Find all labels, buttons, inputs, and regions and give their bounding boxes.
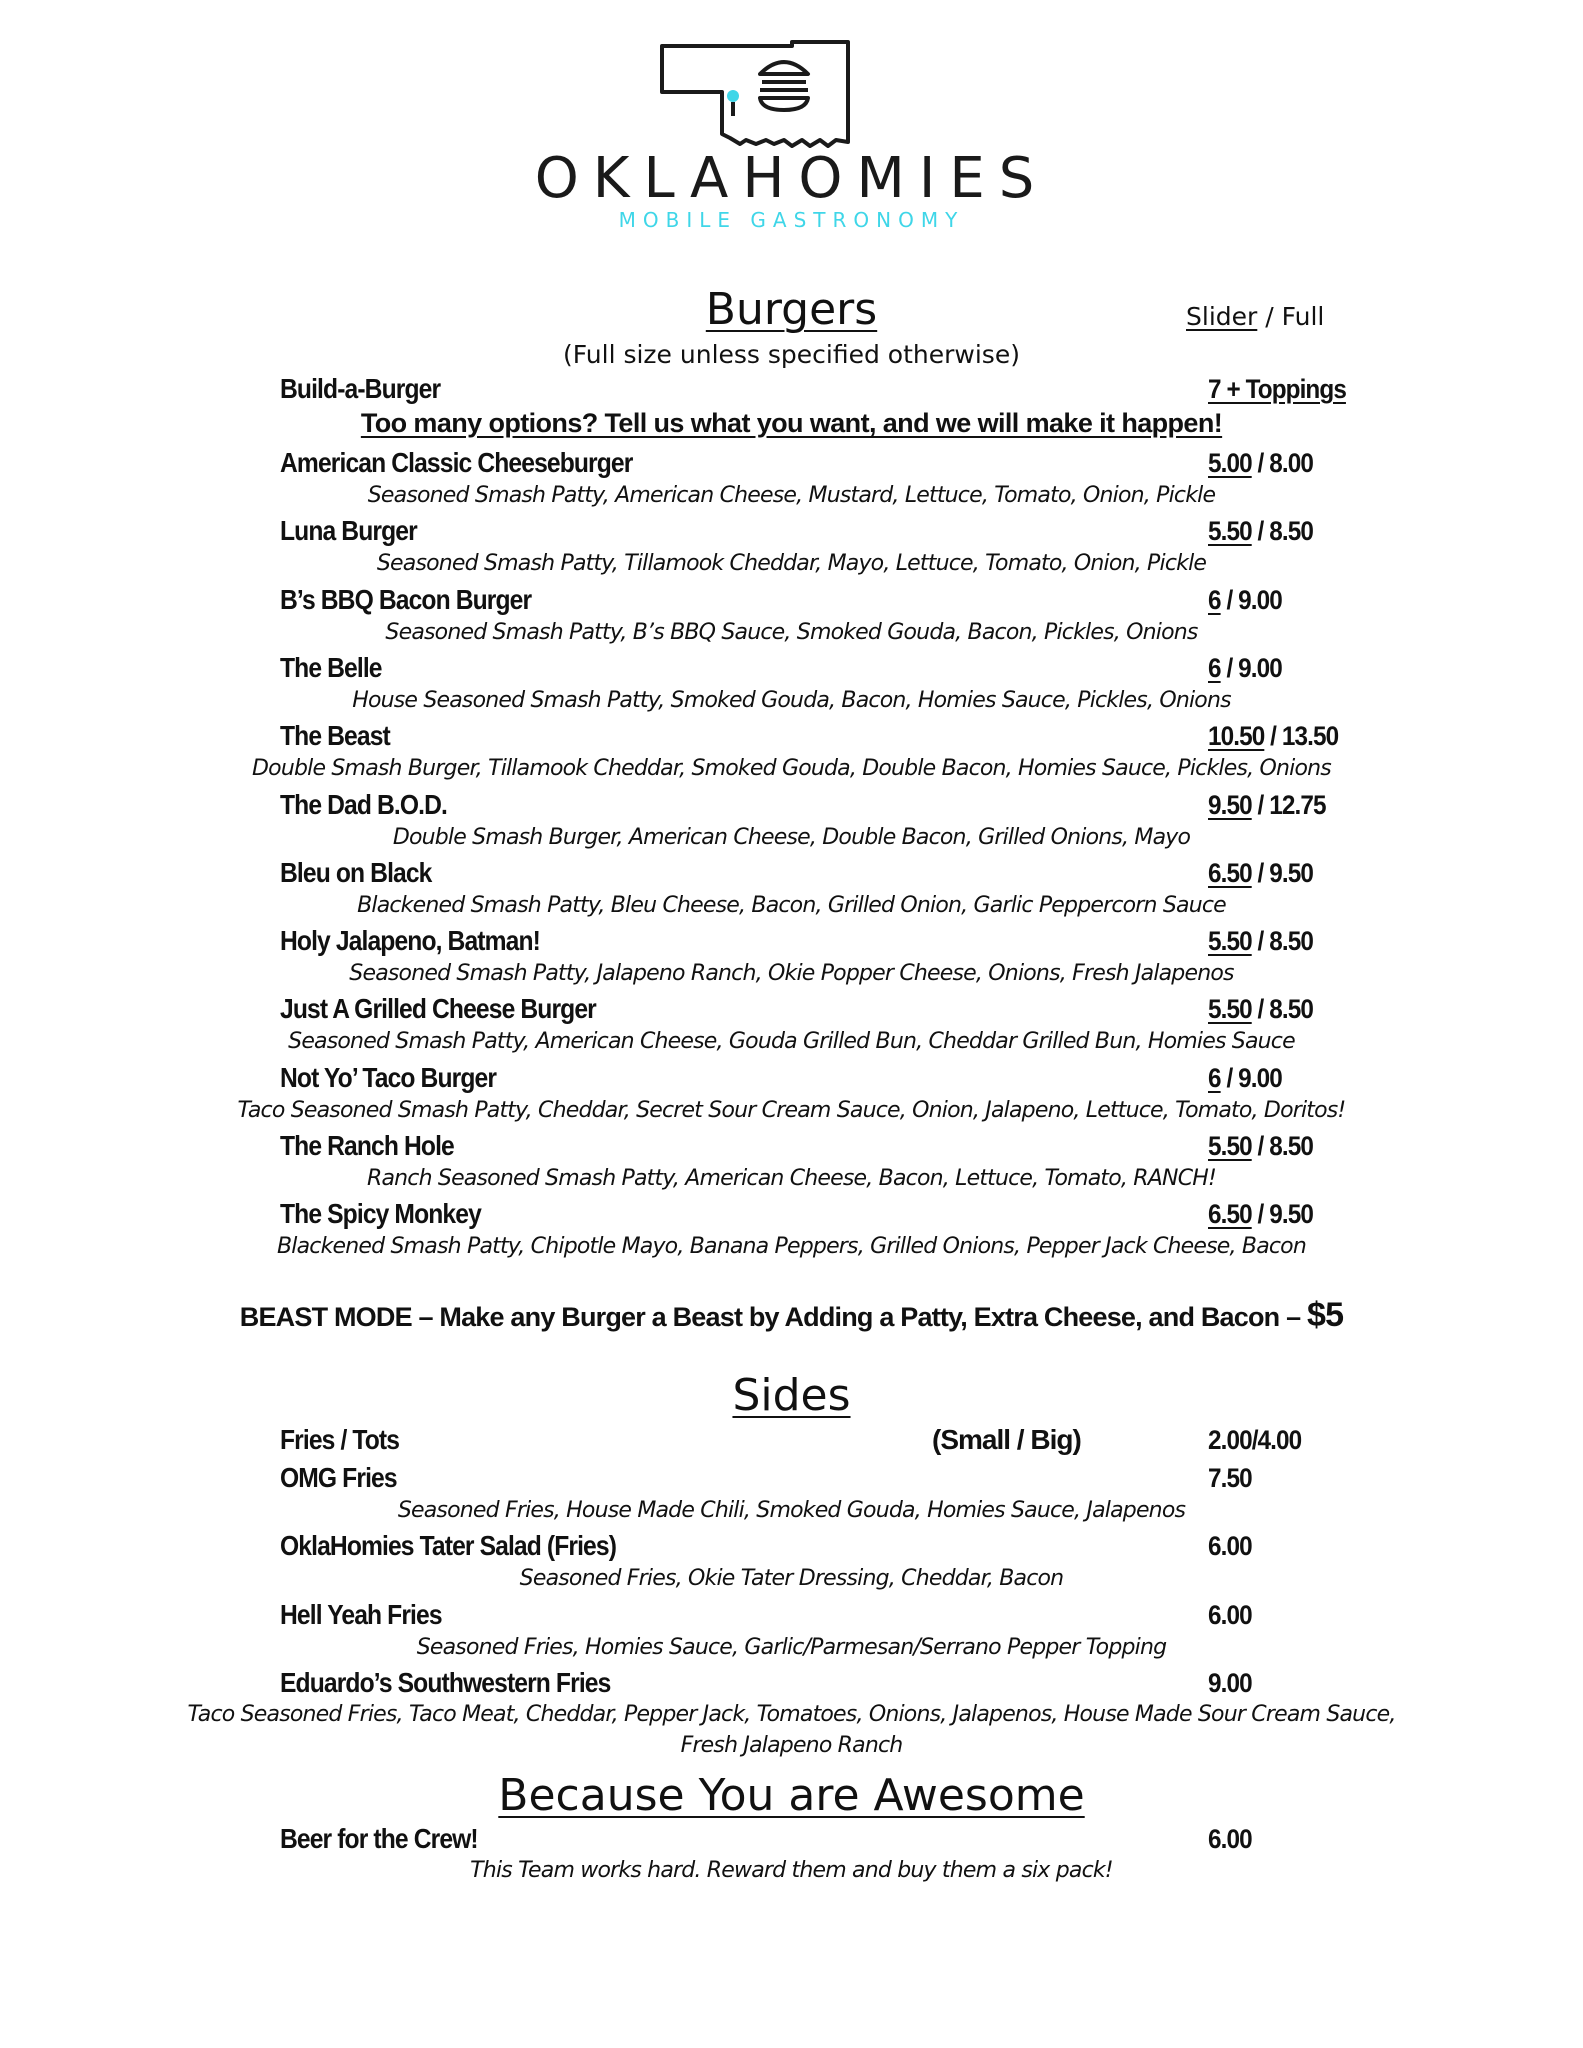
burger-item-description: House Seasoned Smash Patty, Smoked Gouda, Bacon, Homies Sauce, Pickles, Onions (352, 688, 1231, 713)
slider-price: 5.00 (1208, 448, 1252, 478)
fries-tots-size-label: (Small / Big) (932, 1424, 1081, 1455)
side-item-description: Seasoned Fries, Homies Sauce, Garlic/Parmesan/Serrano Pepper Topping (416, 1635, 1167, 1660)
full-price: / 8.50 (1251, 516, 1313, 546)
burger-item-description: Seasoned Smash Patty, B’s BBQ Sauce, Smoked Gouda, Bacon, Pickles, Onions (385, 620, 1198, 645)
burger-item-description: Ranch Seasoned Smash Patty, American Cheese, Bacon, Lettuce, Tomato, RANCH! (366, 1166, 1217, 1191)
full-price: / 9.50 (1251, 858, 1313, 888)
fries-tots-price: 2.00/4.00 (1208, 1425, 1302, 1455)
burger-item-price (1208, 448, 1313, 479)
burger-item-name: The Dad B.O.D. (280, 789, 448, 820)
slider-price: 5.50 (1208, 926, 1252, 956)
full-price: / 9.00 (1220, 1063, 1282, 1093)
burger-item-description: Double Smash Burger, American Cheese, Double Bacon, Grilled Onions, Mayo (392, 825, 1191, 850)
brand-tagline: MOBILE GASTRONOMY (618, 208, 965, 232)
full-price: / 8.50 (1251, 926, 1313, 956)
burger-item-name: The Belle (280, 652, 382, 683)
burger-item-price (1208, 1199, 1313, 1230)
burger-item-description: Seasoned Smash Patty, American Cheese, Gouda Grilled Bun, Cheddar Grilled Bun, Homies Sauce (288, 1029, 1295, 1054)
full-price: / 13.50 (1264, 721, 1339, 751)
side-item-price: 6.00 (1208, 1531, 1252, 1561)
burger-item-price (1208, 1063, 1282, 1094)
size-header-separator: / (1257, 302, 1282, 331)
slider-price: 9.50 (1208, 790, 1252, 820)
full-price: / 9.50 (1251, 1199, 1313, 1229)
burger-item-name: Bleu on Black (280, 857, 432, 888)
burger-item-name: Holy Jalapeno, Batman! (280, 925, 540, 956)
side-item-name: OklaHomies Tater Salad (Fries) (280, 1530, 617, 1561)
sides-section-title: Sides (732, 1370, 851, 1421)
beast-mode-note (0, 1296, 1583, 1335)
burger-item-description: Seasoned Smash Patty, Tillamook Cheddar, Mayo, Lettuce, Tomato, Onion, Pickle (376, 551, 1207, 576)
build-a-burger-promo: Too many options? Tell us what you want, and we will make it happen! (360, 408, 1223, 438)
full-price: / 8.50 (1251, 1131, 1313, 1161)
beast-mode-price: $5 (1307, 1296, 1344, 1334)
burger-item-price (1208, 653, 1282, 684)
full-price: / 8.50 (1251, 994, 1313, 1024)
burger-item-name: The Ranch Hole (280, 1130, 454, 1161)
oklahoma-burger-logo-icon (660, 40, 850, 152)
side-item-name: Hell Yeah Fries (280, 1599, 442, 1630)
build-a-burger-price: 7 + Toppings (1208, 374, 1346, 404)
slider-price: 5.50 (1208, 994, 1252, 1024)
full-price: / 8.00 (1251, 448, 1313, 478)
side-item-description: Seasoned Fries, Okie Tater Dressing, Cheddar, Bacon (519, 1566, 1064, 1591)
slider-price: 6 (1208, 653, 1221, 683)
slider-price: 6.50 (1208, 1199, 1252, 1229)
full-price: / 9.00 (1220, 585, 1282, 615)
fries-tots-name: Fries / Tots (280, 1424, 400, 1455)
side-item-description: Taco Seasoned Fries, Taco Meat, Cheddar, Pepper Jack, Tomatoes, Onions, Jalapenos, House Made Sour Cream Sauce, Fresh Jalapeno Ranch (187, 1702, 1396, 1758)
burger-item-description: Blackened Smash Patty, Chipotle Mayo, Banana Peppers, Grilled Onions, Pepper Jack Cheese, Bacon (277, 1234, 1306, 1259)
burger-item-price (1208, 721, 1338, 752)
slider-price: 10.50 (1208, 721, 1265, 751)
burger-item-description: Taco Seasoned Smash Patty, Cheddar, Secret Sour Cream Sauce, Onion, Jalapeno, Lettuce, Tomato, Doritos! (237, 1098, 1346, 1123)
burger-item-price (1208, 790, 1326, 821)
beer-for-crew-price: 6.00 (1208, 1824, 1252, 1854)
burger-item-price (1208, 516, 1313, 547)
burger-item-price (1208, 585, 1282, 616)
beer-for-crew-name: Beer for the Crew! (280, 1823, 478, 1854)
burger-item-name: Just A Grilled Cheese Burger (280, 993, 596, 1024)
slider-price: 5.50 (1208, 1131, 1252, 1161)
build-a-burger-name: Build-a-Burger (280, 373, 441, 404)
side-item-name: Eduardo’s Southwestern Fries (280, 1667, 611, 1698)
brand-name: OKLAHOMIES (534, 146, 1049, 211)
awesome-section-title: Because You are Awesome (498, 1770, 1085, 1821)
slider-price: 6 (1208, 585, 1221, 615)
burger-item-name: Not Yo’ Taco Burger (280, 1062, 497, 1093)
burger-item-name: The Spicy Monkey (280, 1198, 481, 1229)
slider-price: 5.50 (1208, 516, 1252, 546)
burger-item-name: American Classic Cheeseburger (280, 447, 633, 478)
burgers-section-title: Burgers (705, 284, 878, 335)
burger-item-price (1208, 994, 1313, 1025)
size-header (1186, 302, 1324, 331)
burgers-subtitle: (Full size unless specified otherwise) (563, 340, 1020, 369)
full-price: / 9.00 (1220, 653, 1282, 683)
burger-item-description: Blackened Smash Patty, Bleu Cheese, Bacon, Grilled Onion, Garlic Peppercorn Sauce (357, 893, 1226, 918)
burger-item-name: Luna Burger (280, 515, 417, 546)
side-item-name: OMG Fries (280, 1462, 397, 1493)
burger-item-name: B’s BBQ Bacon Burger (280, 584, 532, 615)
side-item-description: Seasoned Fries, House Made Chili, Smoked Gouda, Homies Sauce, Jalapenos (397, 1498, 1186, 1523)
side-item-price: 6.00 (1208, 1600, 1252, 1630)
side-item-price: 9.00 (1208, 1668, 1252, 1698)
burger-item-description: Seasoned Smash Patty, Jalapeno Ranch, Okie Popper Cheese, Onions, Fresh Jalapenos (349, 961, 1234, 986)
beast-mode-text: BEAST MODE – Make any Burger a Beast by Adding a Patty, Extra Cheese, and Bacon – (239, 1302, 1307, 1332)
size-header-full: Full (1281, 302, 1325, 331)
burger-item-description: Double Smash Burger, Tillamook Cheddar, Smoked Gouda, Double Bacon, Homies Sauce, Pickles, Onions (252, 756, 1331, 781)
burger-item-price (1208, 858, 1313, 889)
slider-price: 6.50 (1208, 858, 1252, 888)
burger-item-price (1208, 1131, 1313, 1162)
full-price: / 12.75 (1251, 790, 1326, 820)
size-header-slider: Slider (1186, 302, 1258, 331)
side-item-price: 7.50 (1208, 1463, 1252, 1493)
burger-item-name: The Beast (280, 720, 390, 751)
slider-price: 6 (1208, 1063, 1221, 1093)
beer-for-crew-description: This Team works hard. Reward them and buy them a six pack! (470, 1858, 1113, 1883)
burger-item-price (1208, 926, 1313, 957)
burger-item-description: Seasoned Smash Patty, American Cheese, Mustard, Lettuce, Tomato, Onion, Pickle (367, 483, 1216, 508)
